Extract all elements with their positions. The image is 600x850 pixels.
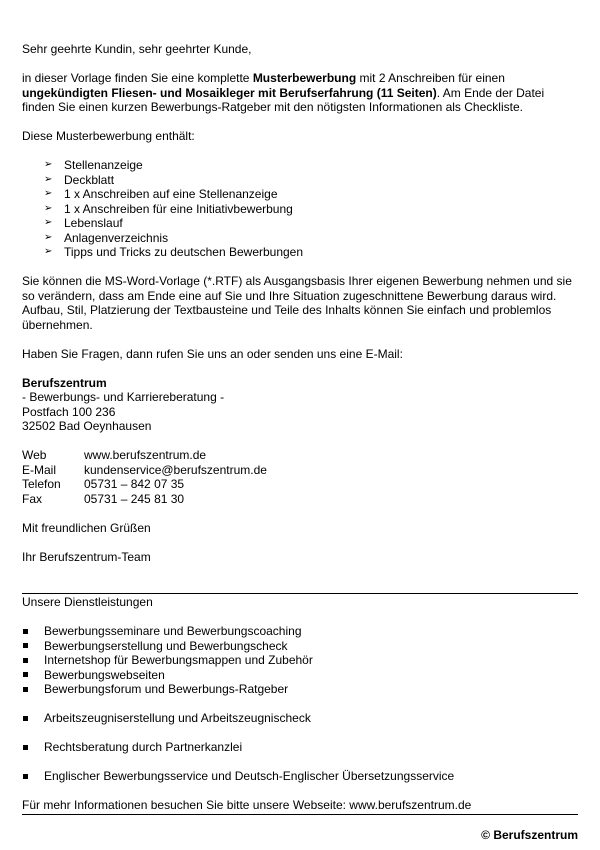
services-section — [22, 595, 578, 813]
list-item — [22, 711, 578, 726]
arrow-bullet-icon: ➢ — [44, 231, 53, 243]
contact-key: Telefon — [22, 477, 61, 491]
square-bullet-icon — [23, 687, 28, 692]
list-item — [22, 653, 578, 668]
fax-number: 05731 – 245 81 30 — [84, 491, 185, 506]
city: 32502 Bad Oeynhausen — [22, 419, 152, 433]
list-item — [22, 682, 578, 697]
arrow-bullet-icon: ➢ — [44, 159, 53, 170]
square-bullet-icon — [23, 745, 28, 750]
list-item-label: Stellenanzeige — [64, 158, 143, 172]
square-bullet-icon — [23, 716, 28, 721]
closing: Mit freundlichen Grüßen — [22, 520, 151, 535]
company-name: Berufszentrum — [22, 375, 107, 390]
list-item — [44, 216, 578, 231]
services-list-3 — [22, 740, 578, 755]
arrow-bullet-icon: ➢ — [44, 173, 53, 185]
contact-key: Web — [22, 448, 47, 462]
arrow-bullet-icon: ➢ — [44, 202, 53, 214]
list-item-label: Tipps und Tricks zu deutschen Bewerbungen — [64, 245, 304, 259]
greeting: Sehr geehrte Kundin, sehr geehrter Kunde, — [22, 42, 252, 56]
intro-text-3: . Am Ende der Datei finden Sie einen kurzen Bewerbungs-Ratgeber mit den nötigsten Informationen als Checkliste. — [22, 85, 545, 114]
intro-bold-2: ungekündigten Fliesen- und Mosaikleger mit Berufserfahrung (11 Seiten) — [22, 85, 437, 100]
intro-text-2: mit 2 Anschreiben für einen — [356, 71, 505, 85]
list-item-label: Deckblatt — [64, 172, 115, 187]
contact-table — [22, 448, 578, 506]
list-item — [22, 668, 578, 683]
more-info-text: Für mehr Informationen besuchen Sie bitte unsere Webseite: www.berufszentrum.de — [22, 798, 472, 812]
list-item-label: Lebenslauf — [64, 216, 123, 230]
contact-key: Fax — [22, 491, 43, 506]
list-item — [44, 202, 578, 217]
services-divider — [22, 593, 578, 594]
questions-text: Haben Sie Fragen, dann rufen Sie uns an oder senden uns eine E-Mail: — [22, 346, 403, 361]
square-bullet-icon — [23, 672, 28, 677]
list-item-label: Englischer Bewerbungsservice und Deutsch-Englischer Übersetzungsservice — [44, 769, 455, 783]
list-item-label: Internetshop für Bewerbungsmappen und Zubehör — [44, 653, 313, 667]
services-list-1 — [22, 624, 578, 697]
list-item — [22, 740, 578, 755]
intro-bold-1: Musterbewerbung — [252, 71, 357, 85]
square-bullet-icon — [23, 629, 28, 634]
list-item — [22, 769, 578, 784]
signature: Ihr Berufszentrum-Team — [22, 549, 151, 564]
list-item — [22, 639, 578, 654]
contents-label: Diese Musterbewerbung enthält: — [22, 129, 195, 143]
phone-number: 05731 – 842 07 35 — [84, 477, 185, 491]
list-item-label: 1 x Anschreiben für eine Initiativbewerbung — [64, 201, 293, 216]
website-link[interactable]: www.berufszentrum.de — [84, 448, 207, 462]
list-item — [44, 231, 578, 246]
arrow-bullet-icon: ➢ — [44, 217, 53, 228]
list-item — [22, 624, 578, 639]
letter-body — [22, 42, 578, 564]
list-item-label: Rechtsberatung durch Partnerkanzlei — [44, 740, 243, 754]
contents-list — [22, 158, 578, 260]
list-item-label: Arbeitszeugniserstellung und Arbeitszeugnischeck — [44, 711, 311, 725]
contact-row-fax — [22, 492, 578, 507]
footer-divider — [22, 814, 578, 815]
arrow-bullet-icon: ➢ — [44, 246, 53, 257]
list-item-label: Anlagenverzeichnis — [64, 230, 169, 245]
email-link[interactable]: kundenservice@berufszentrum.de — [84, 462, 267, 477]
usage-paragraph: Sie können die MS-Word-Vorlage (*.RTF) als Ausgangsbasis Ihrer eigenen Bewerbung nehmen und sie so verändern, dass am Ende eine auf Sie und Ihre Situation zugeschnittene Bewerbung daraus wird. Aufbau, Stil, Platzierung der Textbausteine und Teile des Inhalts können Sie einfach und problemlos übernehmen. — [22, 274, 572, 332]
square-bullet-icon — [23, 774, 28, 779]
list-item — [44, 245, 578, 260]
contact-row-email — [22, 463, 578, 478]
postbox: Postfach 100 236 — [22, 404, 116, 419]
list-item — [44, 187, 578, 202]
list-item-label: Bewerbungsforum und Bewerbungs-Ratgeber — [44, 682, 289, 696]
intro-paragraph — [22, 71, 578, 115]
list-item-label: Bewerbungsseminare und Bewerbungscoaching — [44, 624, 302, 638]
address-block — [22, 376, 578, 434]
contact-row-phone — [22, 477, 578, 492]
list-item — [44, 158, 578, 173]
copyright-notice: © Berufszentrum — [481, 828, 578, 842]
square-bullet-icon — [23, 643, 28, 648]
list-item-label: Bewerbungserstellung und Bewerbungscheck — [44, 638, 288, 653]
company-subtitle: - Bewerbungs- und Karriereberatung - — [22, 390, 225, 404]
intro-text-1: in dieser Vorlage finden Sie eine komplette — [22, 71, 253, 85]
list-item-label: 1 x Anschreiben auf eine Stellenanzeige — [64, 187, 278, 201]
list-item-label: Bewerbungswebseiten — [44, 667, 165, 682]
list-item — [44, 173, 578, 188]
services-list-4 — [22, 769, 578, 784]
contact-row-web — [22, 448, 578, 463]
square-bullet-icon — [23, 658, 28, 663]
services-list-2 — [22, 711, 578, 726]
services-heading: Unsere Dienstleistungen — [22, 595, 153, 609]
contact-key: E-Mail — [22, 462, 57, 477]
arrow-bullet-icon: ➢ — [44, 188, 53, 199]
